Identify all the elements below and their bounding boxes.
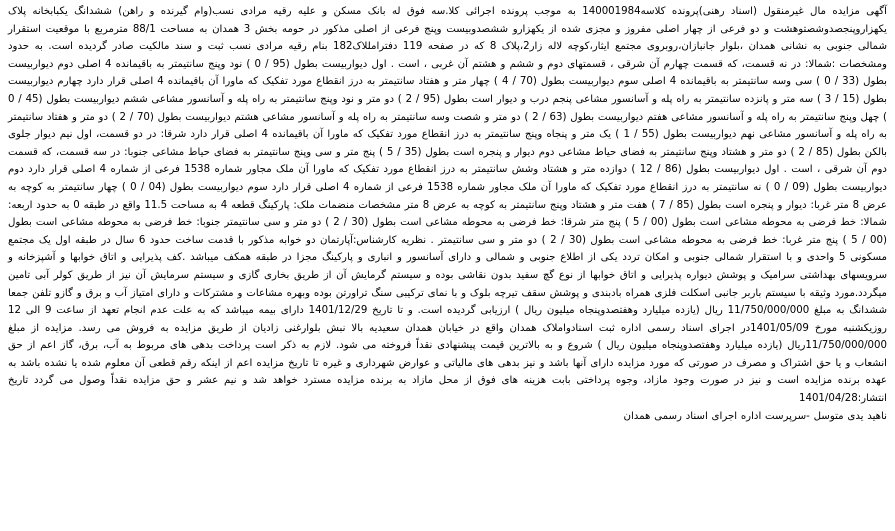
notice-body: آگهی مزایده مال غیرمنقول (اسناد رهنی)پرونده کلاسه140001984 به موجب پرونده اجرائی کلا.سه فوق له بانک مسکن و علیه رقیه مرادی نسب(وام گیرنده و راهن) ششدانگ یکبابخانه پلاک یکهزاروپنجصدوشصتوهشت و دو فرعی از چهار اصلی مفروز و مجزی شده از یکهزارو ششصدوبیست وپنج فرعی از اصلی مذکور در حومه بخش 3 همدان به مساحت 88/1 مترمربع با موقعیت استقرار شمالی جنوبی به نشانی همدان ،بلوار جانبازان،روبروی مجتمع ایثار،کوچه لاله زار2،پلاک 8 که در صفحه 119 دفترامللاک182 بنام رقیه مرادی نسب ثبت و سند مالکیت صادر گردیده است. به حدود ومشخصات :شمالا: در نه قسمت، که قسمت چهارم آن شرقی ، قسمتهای دوم و ششم و هشتم آن غربی ، است . اول دیواربیست بطول (95 / 0 ) نود وپنج سانتیمتر به باقیمانده 4 اصلی دوم دیواربیست بطول (33 / 0 ) سی وسه سانتیمتر به باقیمانده 4 اصلی سوم دیواربیست بطول (70 / 4 ) چهار متر و هفتاد سانتیمتر به درز انقطاع مورد تفکیک که ماورا آن باقیمانده 4 اصلی قرار دارد چهارم دیواربیست بطول (15 / 3 ) سه متر و پانزده سانتیمتر به راه پله و آسانسور مشاعی پنجم درب و دیوار است بطول (95 / 2 ) دو متر و نود وپنج سانتیمتر به راه پله و آسانسور مشاعی ششم دیواربیست بطول (45 / 0 ) چهل وپنج سانتیمتر به راه پله و آسانسور مشاعی هفتم دیواربیست بطول (63 / 2 ) دو متر و شصت وسه سانتیمتر به راه پله و آسانسور مشاعی هشتم دیواربیست بطول (70 / 2 ) دو متر و هفتاد سانتیمتر به راه پله و آسانسور مشاعی نهم دیواربیست بطول (55 / 1 ) یک متر و پنجاه وپنج سانتیمتر به درز انقطاع مورد تفکیک که ماورا آن باقیمانده 4 اصلی قرار دارد شرقا: در دو قسمت، اول نیم دیوار جلوی بالکن بطول (85 / 2 ) دو متر و هشتاد وپنج سانتیمتر به فضای حیاط مشاعی دوم دیوار و پنجره است بطول (35 / 5 ) پنج متر و سی وپنج سانتیمتر به فضای حیاط مشاعی جنوبا: در سه قسمت، که قسمت دوم آن شرقی ، است . اول دیواربیست بطول (86 / 12 ) دوازده متر و هشتاد وشش سانتیمتر به درز انقطاع مورد تفکیک که ماورا آن ملک مجاور شماره 1538 فرعی از شماره 4 اصلی قرار دارد دوم دیواربیست بطول (09 / 0 ) نه سانتیمتر به درز انقطاع مورد تفکیک که ماورا آن ملک مجاور شماره 1538 فرعی از شماره 4 اصلی قرار دارد سوم دیواربیست بطول (04 / 0 ) چهار سانتیمتر به کوچه به عرض 8 متر غربا: دیوار و پنجره است بطول (85 / 7 ) هفت متر و هشتاد وپنج سانتیمتر به کوچه به عرض 8 متر مشخصات منضمات ملک: پارکینگ قطعه 4 به مساحت 11.5 واقع در طبقه 0 به حدود اربعه: شمالا: خط فرضی به محوطه مشاعی است بطول (00 / 5 ) پنج متر شرقا: خط فرضی به محوطه مشاعی است بطول (30 / 2 ) دو متر و سی سانتیمتر جنوبا: خط فرضی به محوطه مشاعی است بطول (00 / 5 ) پنج متر غربا: خط فرضی به محوطه مشاعی است بطول (30 / 2 ) دو متر و سی سانتیمتر . نظریه کارشناس:آپارتمان دو خوابه مذکور با قدمت ساخت حدود 6 سال در طبقه اول یک مجتمع مسکونی 5 واحدی و با استقرار شمالی جنوبی و امکان تردد یکی از اطلاع جنوبی و شمالی و دارای آسانسور و انباری و پارکینگ مجزا در طبقه همکف میباشد .کف پذیرایی و اتاق خوابها و آشپزخانه و سرویسهای بهداشتی سرامیک و پوشش دیواره پذیرایی و اتاق خوابها از نوع گچ سفید بدون نقاشی بوده و سیستم گرمایش آن از طریق بخاری گازی و سیستم سرمایش آن نیز از طریق کولر آبی تامین میگردد.مورد وثیقه با سیستم باربر جانبی اسکلت فلزی همراه بادبندی و پوشش سقف تیرچه بلوک و با نمای ترکیبی سنگ تراورتن بوده وبهره مشاعات و مشترکات و دارای امتیاز آب و برق و گازو تلفن جمعا ششدانگ به مبلغ 11/750/000/000 ریال (یازده میلیارد وهفتصدوپنجاه میلیون ریال ) ارزیابی گردیده است. و تا تاریخ 1401/12/29 دارای بیمه میباشد که به علت عدم انجام تعهد از ساعت 9 الی 12 روزیکشنبه مورخ 1401/05/09در اجرای اسناد رسمی اداره ثبت اسنادواملاک همدان واقع در خیابان همدان سعیدیه بالا نبش بلوارغنی زادیان از طریق مزایده به فروش می رسد. مزایده از مبلغ 11/750/000/000ریال (یازده میلیارد وهفتصدوپنجاه میلیون ریال ) شروع و به بالاترین قیمت پیشنهادی نقداً فروخته می شود. لازم به ذکر است پرداخت بدهی های مربوط به آب، برق، گاز اعم از حق انشعاب و یا حق اشتراک و مصرف در صورتی که مورد مزایده دارای آنها باشد و نیز بدهی های مالیاتی و عوارض شهرداری و غیره تا تاریخ مزایده اعم از اینکه رقم قطعی آن معلوم شده یا نشده باشد به عهده برنده مزایده است و نیز در صورت وجود مازاد، وجوه پرداختی بابت هزینه های فوق از محل مازاد به برنده مزایده مسترد خواهد شد و نیم عشر و حق مزایده نقداً وصول می گردد تاریخ انتشار:1401/04/28 xyxy=(8,6,888,405)
notice-signature: ناهید یدی متوسل -سرپرست اداره اجرای اسناد رسمی همدان xyxy=(623,410,887,422)
auction-notice-text xyxy=(8,3,887,425)
